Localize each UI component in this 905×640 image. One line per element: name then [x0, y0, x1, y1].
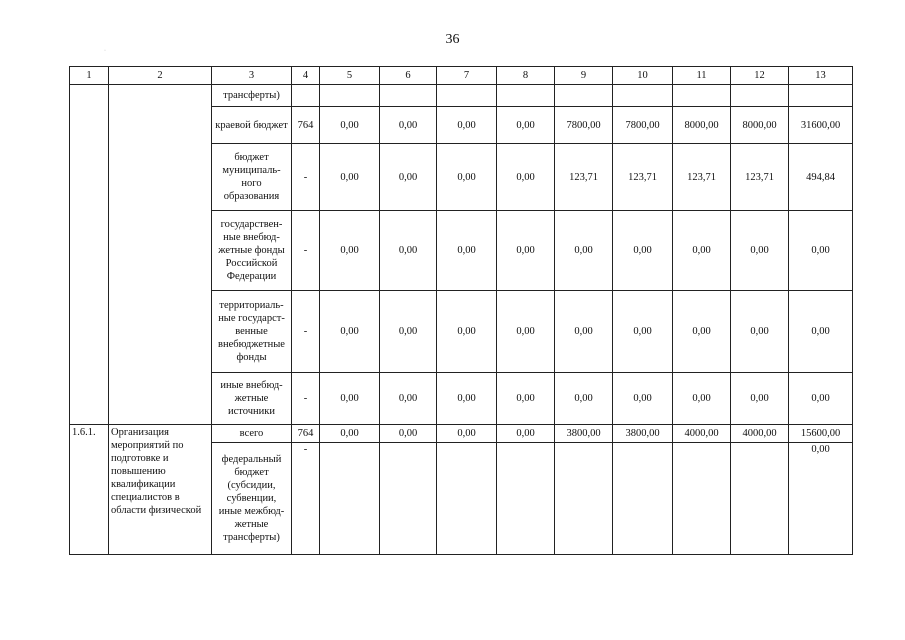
value-cell: [673, 443, 731, 555]
header-cell: 12: [731, 67, 789, 85]
scan-mark: ·: [104, 48, 106, 54]
value-cell: 0,00: [320, 107, 380, 144]
value-cell: 15600,00: [789, 425, 853, 443]
value-cell: 0,00: [673, 373, 731, 425]
value-cell: [789, 85, 853, 107]
page-number: 36: [445, 32, 460, 47]
value-cell: 7800,00: [613, 107, 673, 144]
value-cell: [497, 443, 555, 555]
row-number-cell: [70, 85, 109, 425]
value-cell: [613, 443, 673, 555]
row-number-cell: 1.6.1.: [70, 425, 109, 555]
value-cell: 0,00: [380, 373, 437, 425]
value-cell: 8000,00: [673, 107, 731, 144]
header-cell: 7: [437, 67, 497, 85]
value-cell: 0,00: [555, 291, 613, 373]
value-cell: 0,00: [437, 373, 497, 425]
header-cell: 5: [320, 67, 380, 85]
header-cell: 9: [555, 67, 613, 85]
source-cell: всего: [212, 425, 292, 443]
source-cell: иные внебюд-жетные источники: [212, 373, 292, 425]
value-cell: 0,00: [320, 144, 380, 211]
value-cell: 123,71: [731, 144, 789, 211]
source-cell: федеральный бюджет (субсидии, субвенции, иные межбюд-жетные трансферты): [212, 443, 292, 555]
code-cell: -: [292, 443, 320, 555]
value-cell: 123,71: [613, 144, 673, 211]
value-cell: [497, 85, 555, 107]
value-cell: 7800,00: [555, 107, 613, 144]
value-cell: 4000,00: [673, 425, 731, 443]
value-cell: 0,00: [437, 144, 497, 211]
code-cell: -: [292, 373, 320, 425]
value-cell: [320, 85, 380, 107]
value-cell: 0,00: [731, 211, 789, 291]
header-cell: 1: [70, 67, 109, 85]
value-cell: 0,00: [320, 291, 380, 373]
source-cell: краевой бюджет: [212, 107, 292, 144]
value-cell: 0,00: [789, 211, 853, 291]
table-row: [70, 425, 853, 443]
value-cell: 0,00: [497, 373, 555, 425]
value-cell: 0,00: [789, 373, 853, 425]
source-cell: бюджет муниципаль-ного образования: [212, 144, 292, 211]
table-row: [70, 85, 853, 107]
header-cell: 4: [292, 67, 320, 85]
value-cell: 0,00: [320, 425, 380, 443]
value-cell: [555, 85, 613, 107]
value-cell: [555, 443, 613, 555]
value-cell: 3800,00: [555, 425, 613, 443]
value-cell: 0,00: [497, 107, 555, 144]
value-cell: [437, 443, 497, 555]
value-cell: 0,00: [497, 211, 555, 291]
value-cell: 4000,00: [731, 425, 789, 443]
value-cell: 123,71: [555, 144, 613, 211]
value-cell: 0,00: [555, 211, 613, 291]
value-cell: 0,00: [380, 291, 437, 373]
value-cell: 0,00: [789, 443, 853, 555]
row-name-cell: [109, 85, 212, 425]
code-cell: -: [292, 144, 320, 211]
code-cell: -: [292, 211, 320, 291]
value-cell: [380, 443, 437, 555]
value-cell: 0,00: [380, 425, 437, 443]
value-cell: [437, 85, 497, 107]
value-cell: 123,71: [673, 144, 731, 211]
value-cell: 0,00: [555, 373, 613, 425]
value-cell: 0,00: [320, 373, 380, 425]
source-cell: территориаль-ные государст-венные внебюджетные фонды: [212, 291, 292, 373]
code-cell: [292, 85, 320, 107]
value-cell: 0,00: [380, 211, 437, 291]
value-cell: 0,00: [731, 291, 789, 373]
value-cell: 0,00: [673, 291, 731, 373]
value-cell: 0,00: [613, 291, 673, 373]
value-cell: 0,00: [497, 425, 555, 443]
budget-table: [69, 66, 853, 555]
value-cell: 0,00: [380, 144, 437, 211]
code-cell: -: [292, 291, 320, 373]
value-cell: [731, 443, 789, 555]
value-cell: 0,00: [613, 211, 673, 291]
value-cell: 8000,00: [731, 107, 789, 144]
value-cell: 0,00: [497, 291, 555, 373]
value-cell: 0,00: [437, 107, 497, 144]
value-cell: [320, 443, 380, 555]
header-cell: 10: [613, 67, 673, 85]
header-cell: 11: [673, 67, 731, 85]
value-cell: 0,00: [731, 373, 789, 425]
source-cell: трансферты): [212, 85, 292, 107]
header-cell: 6: [380, 67, 437, 85]
code-cell: 764: [292, 425, 320, 443]
value-cell: 494,84: [789, 144, 853, 211]
value-cell: 0,00: [673, 211, 731, 291]
code-cell: 764: [292, 107, 320, 144]
header-cell: 3: [212, 67, 292, 85]
value-cell: [380, 85, 437, 107]
source-cell: государствен-ные внебюд-жетные фонды Российской Федерации: [212, 211, 292, 291]
value-cell: [673, 85, 731, 107]
row-name-cell: Организация мероприятий по подготовке и повышению квалификации специалистов в области физической: [109, 425, 212, 555]
header-row: [70, 67, 853, 85]
value-cell: 0,00: [437, 291, 497, 373]
value-cell: 0,00: [380, 107, 437, 144]
value-cell: 31600,00: [789, 107, 853, 144]
header-cell: 13: [789, 67, 853, 85]
value-cell: [613, 85, 673, 107]
value-cell: 3800,00: [613, 425, 673, 443]
header-cell: 8: [497, 67, 555, 85]
value-cell: [731, 85, 789, 107]
value-cell: 0,00: [613, 373, 673, 425]
value-cell: 0,00: [320, 211, 380, 291]
value-cell: 0,00: [789, 291, 853, 373]
value-cell: 0,00: [437, 211, 497, 291]
header-cell: 2: [109, 67, 212, 85]
value-cell: 0,00: [437, 425, 497, 443]
value-cell: 0,00: [497, 144, 555, 211]
